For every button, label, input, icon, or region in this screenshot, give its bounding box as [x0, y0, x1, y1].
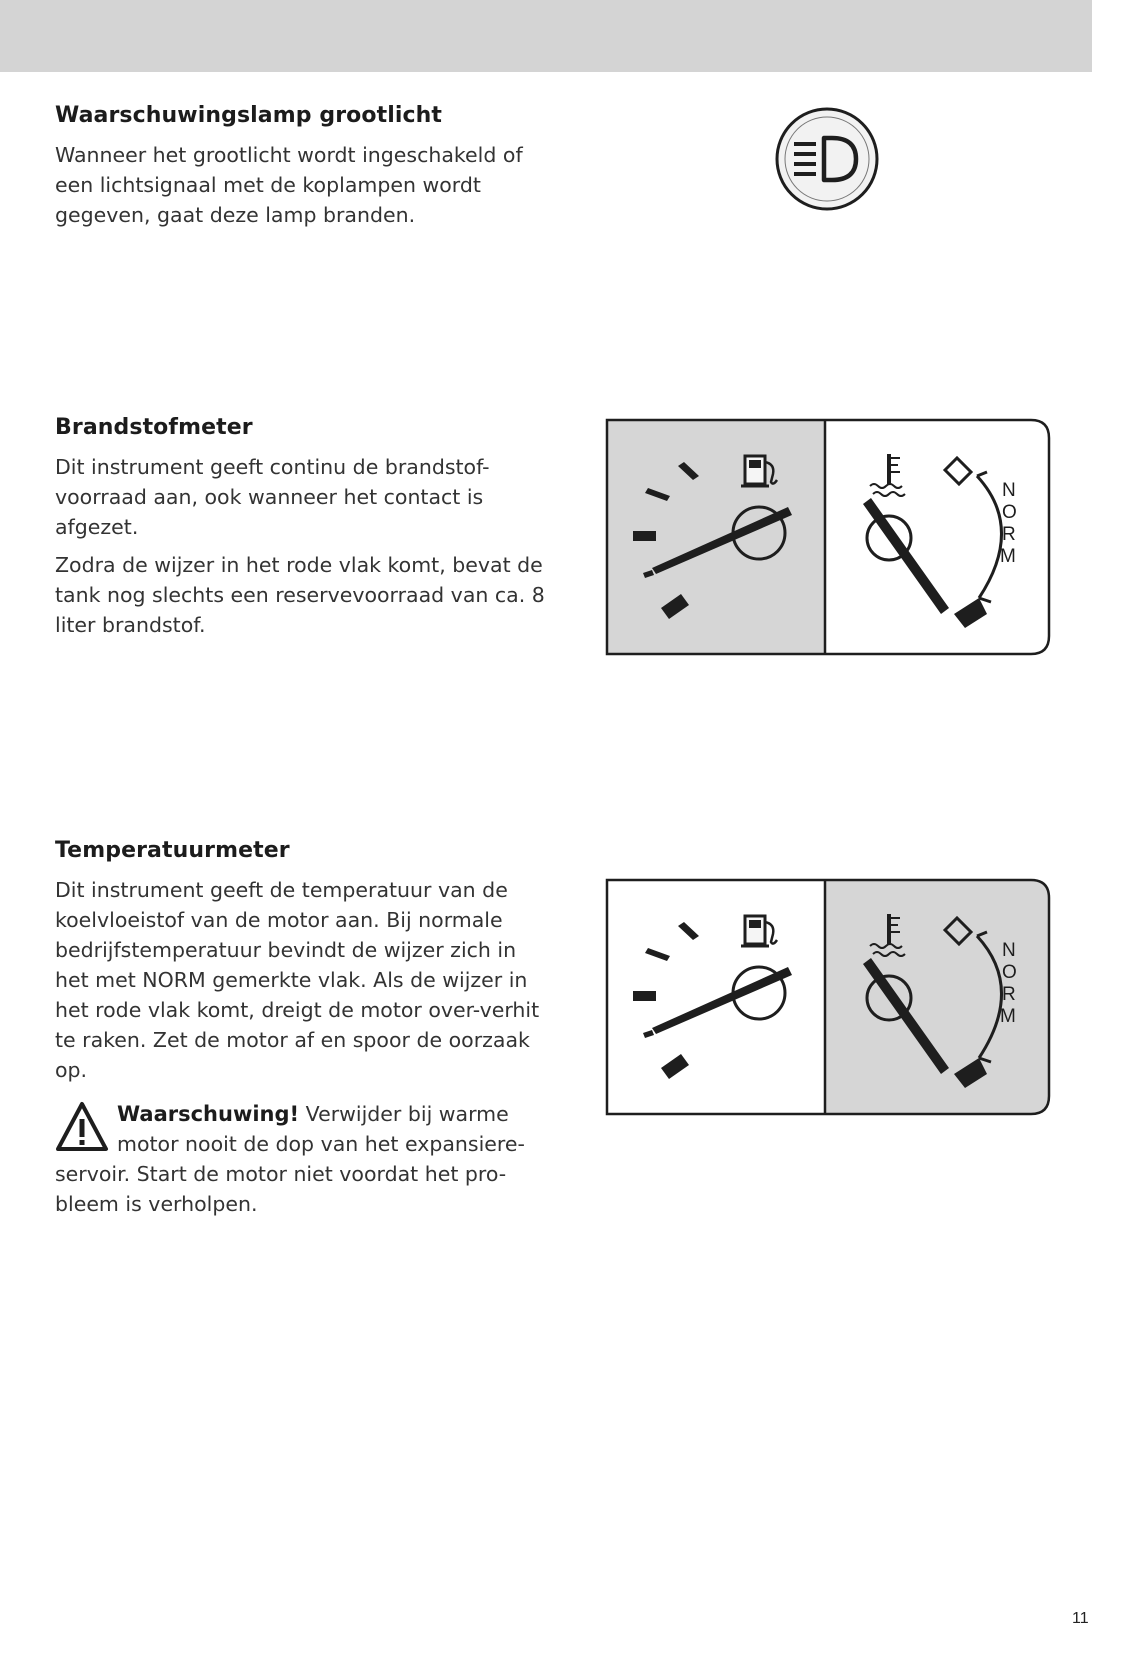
- temp-cold-marker: [945, 458, 971, 484]
- section-title-high-beam: Waarschuwingslamp grootlicht: [55, 103, 443, 128]
- paragraph-temperature: Dit instrument geeft de temperatuur van de koelvloeistof van de motor aan. Bij normale bedrijfstemperatuur bevindt de wijzer zich in het met NORM gemerkte vlak. Als de wijzer in het rode vlak komt, dreigt de motor over-verhit te raken. Zet de motor af en spoor de oorzaak op.: [55, 878, 540, 1082]
- warning-label: Waarschuwing!: [117, 1102, 300, 1126]
- section-fuel-gauge: [55, 415, 555, 648]
- norm-letter: O: [1002, 502, 1017, 523]
- fuel-needle: [652, 967, 792, 1034]
- coolant-temperature-icon: [870, 454, 905, 496]
- norm-letter: N: [1002, 480, 1016, 501]
- fuel-reserve-zone: [661, 1054, 689, 1079]
- section-temperature-gauge: [55, 838, 555, 1227]
- paragraph-fuel-1: Dit instrument geeft continu de brandstof-voorraad aan, ook wanneer het contact is afgezet.: [55, 455, 490, 539]
- norm-letter: R: [1002, 984, 1016, 1005]
- section-title-temperature-gauge: Temperatuurmeter: [55, 838, 290, 863]
- fuel-tick: [633, 991, 656, 1001]
- fuel-tick: [633, 531, 656, 541]
- fuel-pump-icon: [741, 916, 777, 946]
- section-title-fuel-gauge: Brandstofmeter: [55, 415, 253, 440]
- norm-letter: O: [1002, 962, 1017, 983]
- paragraph-fuel-2: Zodra de wijzer in het rode vlak komt, bevat de tank nog slechts een reservevoorraad van ca. 8 liter brandstof.: [55, 553, 545, 637]
- warning-triangle-icon: [55, 1101, 109, 1153]
- fuel-tick: [678, 922, 699, 940]
- header-band: [0, 0, 1092, 72]
- warning-block: [55, 1099, 555, 1219]
- fuel-tick: [645, 948, 670, 961]
- fuel-gauge-illustration: [605, 418, 1053, 656]
- high-beam-icon: [772, 104, 882, 214]
- norm-letter: M: [1000, 546, 1016, 567]
- warning-text: Verwijder bij warme motor nooit de dop van het expansiere-servoir. Start de motor niet voordat het pro-bleem is verholpen.: [55, 1102, 525, 1216]
- fuel-tick: [643, 1030, 654, 1038]
- section-high-beam: [55, 103, 555, 238]
- norm-letter: R: [1002, 524, 1016, 545]
- temp-hot-zone: [954, 598, 987, 628]
- norm-arc: [977, 476, 1002, 598]
- paragraph-high-beam: Wanneer het grootlicht wordt ingeschakeld of een lichtsignaal met de koplampen wordt gegeven, gaat deze lamp branden.: [55, 143, 523, 227]
- page-number: 11: [1072, 1610, 1089, 1627]
- norm-letter: M: [1000, 1006, 1016, 1027]
- temperature-gauge-illustration: [605, 878, 1053, 1116]
- norm-letter: N: [1002, 940, 1016, 961]
- warning-paragraph: [55, 1099, 555, 1219]
